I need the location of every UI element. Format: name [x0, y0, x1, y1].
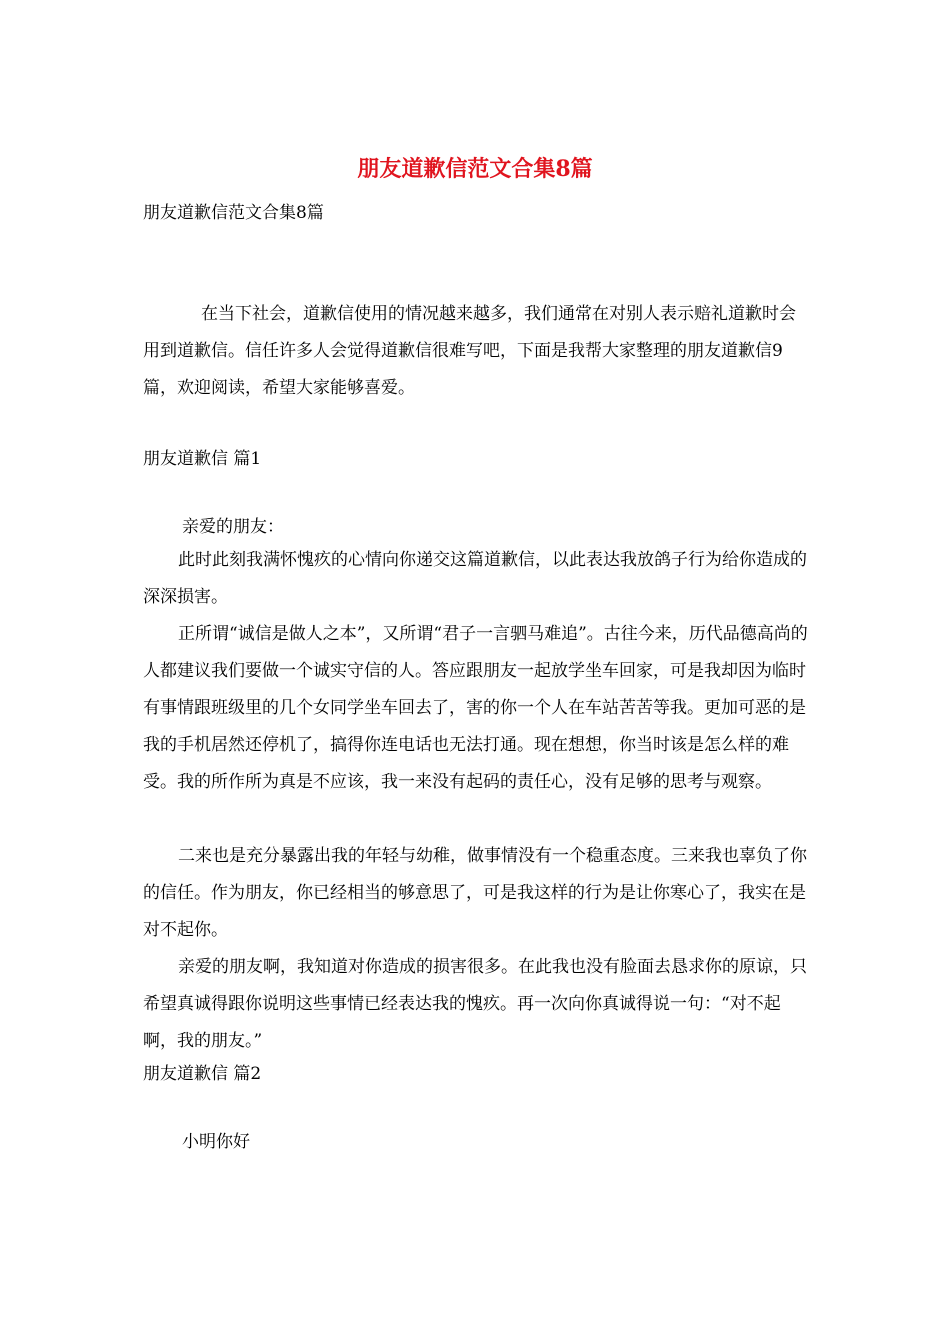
document-subtitle: 朋友道歉信范文合集8篇 [143, 203, 324, 223]
section-1-greeting: 亲爱的朋友： [182, 517, 284, 537]
section-1-paragraph-4: 亲爱的朋友啊，我知道对你造成的损害很多。在此我也没有脸面去恳求你的原谅，只希望真诚得跟你说明这些事情已经表达我的愧疚。再一次向你真诚得说一句：“对不起啊，我的朋友。” [143, 957, 807, 1051]
section-1-paragraph-1: 此时此刻我满怀愧疚的心情向你递交这篇道歉信，以此表达我放鸽子行为给你造成的深深损害。 [143, 550, 807, 607]
intro-paragraph: 在当下社会，道歉信使用的情况越来越多，我们通常在对别人表示赔礼道歉时会用到道歉信。信任许多人会觉得道歉信很难写吧，下面是我帮大家整理的朋友道歉信9篇，欢迎阅读，希望大家能够喜爱。 [143, 304, 796, 398]
document-title: 朋友道歉信范文合集8篇 [357, 156, 593, 182]
section-1-paragraph-2: 正所谓“诚信是做人之本”，又所谓“君子一言驷马难追”。古往今来，历代品德高尚的人都建议我们要做一个诚实守信的人。答应跟朋友一起放学坐车回家，可是我却因为临时有事情跟班级里的几个女同学坐车回去了，害的你一个人在车站苦苦等我。更加可恶的是我的手机居然还停机了，搞得你连电话也无法打通。现在想想，你当时该是怎么样的难受。我的所作所为真是不应该，我一来没有起码的责任心，没有足够的思考与观察。 [143, 624, 808, 792]
section-1-paragraph-3: 二来也是充分暴露出我的年轻与幼稚，做事情没有一个稳重态度。三来我也辜负了你的信任。作为朋友，你已经相当的够意思了，可是我这样的行为是让你寒心了，我实在是对不起你。 [143, 846, 807, 940]
section-2-heading: 朋友道歉信 篇2 [143, 1064, 262, 1084]
section-1-heading: 朋友道歉信 篇1 [143, 449, 262, 469]
section-2-greeting: 小明你好 [182, 1132, 250, 1152]
